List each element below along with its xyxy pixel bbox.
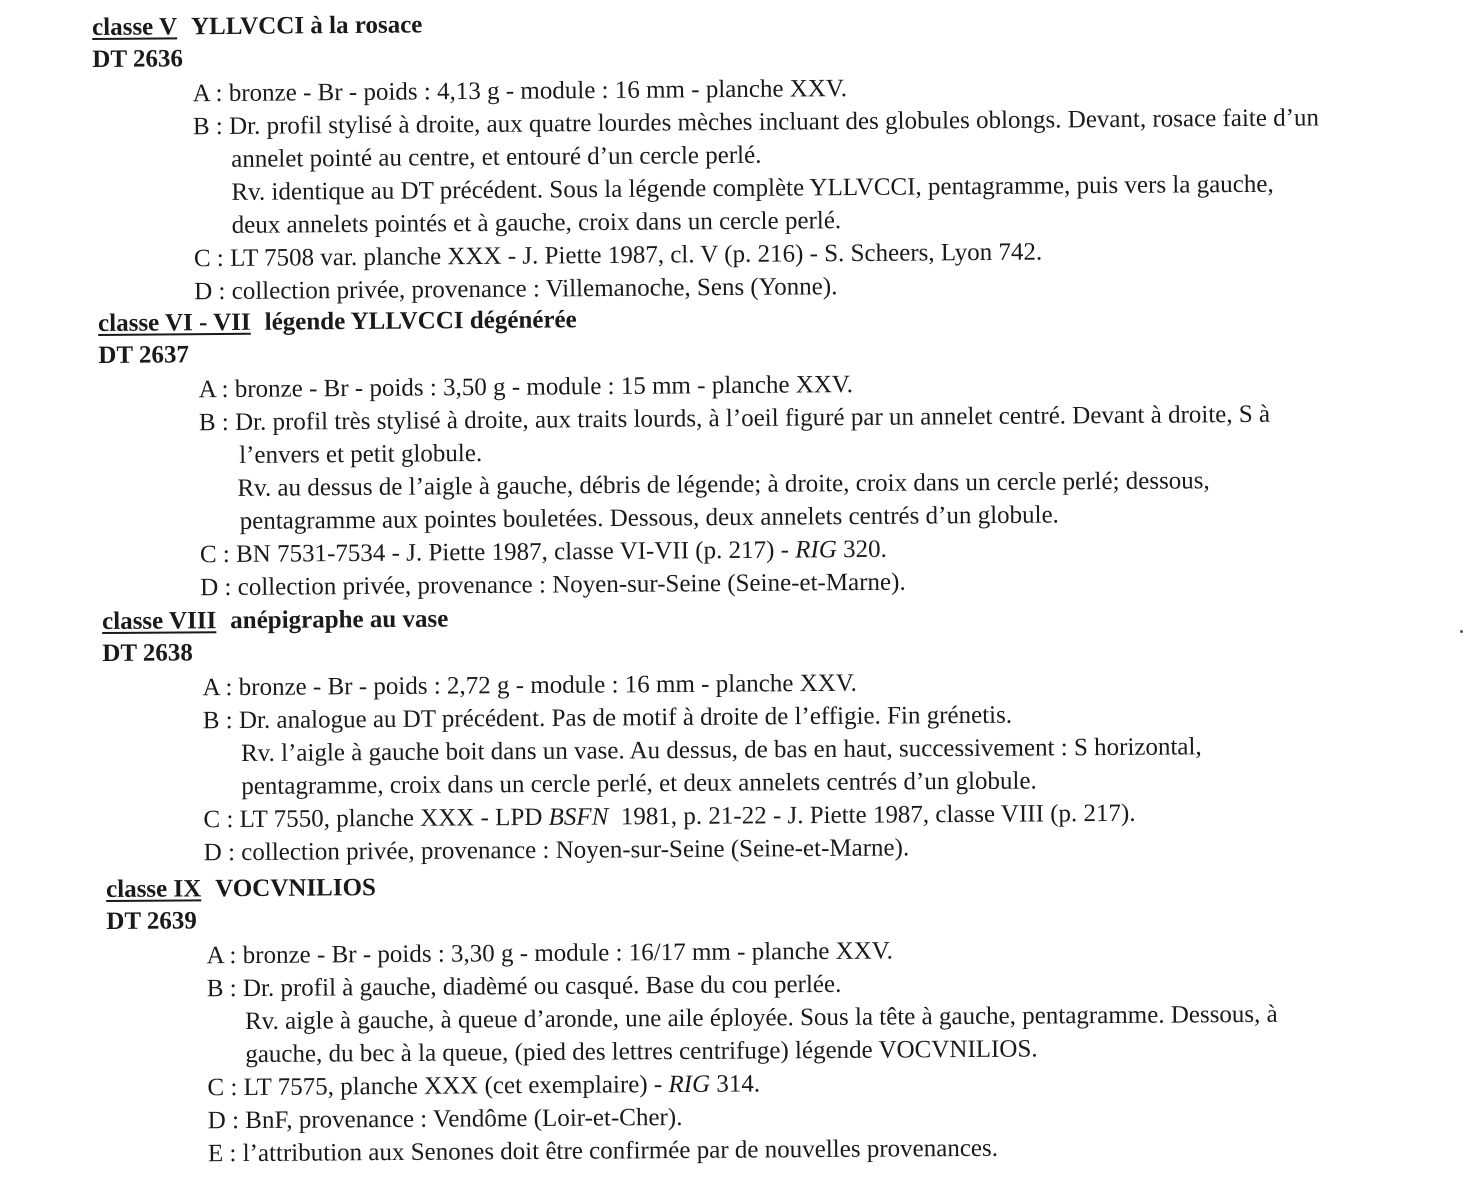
section-classe-ix [106, 866, 1279, 1171]
entry-b-reverse: Rv. au dessus de l’aigle à gauche, débris de légende; à droite, croix dans un cercle perlé; dessous, [237, 467, 1210, 502]
dt-number: DT 2638 [102, 639, 193, 667]
entry-c-text: C : LT 7575, planche XXX (cet exemplaire) - [207, 1071, 669, 1102]
entry-c-text-end: 320. [836, 535, 887, 564]
entry-b: B : Dr. profil stylisé à droite, aux quatre lourdes mèches incluant des globules oblongs. Devant, rosace faite d’un [192, 104, 1320, 141]
class-title: légende YLLVCCI dégénérée [264, 306, 577, 336]
class-label: classe VIII [102, 607, 217, 635]
entry-a: A : bronze - Br - poids : 3,30 g - module : 16/17 mm - planche XXV. [206, 937, 893, 970]
entry-b-reverse: Rv. l’aigle à gauche boit dans un vase. Au dessus, de bas en haut, successivement : S horizontal, [240, 733, 1202, 768]
class-label: classe IX [106, 875, 202, 903]
entry-b-continuation: deux annelets pointés et à gauche, croix dans un cercle perlé. [231, 207, 842, 239]
entry-c: C : LT 7508 var. planche XXX - J. Piette 1987, cl. V (p. 216) - S. Scheers, Lyon 742. [193, 238, 1043, 273]
entry-b-continuation: gauche, du bec à la queue, (pied des lettres centrifuge) légende VOCVNILIOS. [245, 1035, 1038, 1069]
class-title: VOCVNILIOS [215, 874, 376, 903]
entry-c-text: C : BN 7531-7534 - J. Piette 1987, classe VI-VII (p. 217) - [199, 536, 796, 569]
dt-number: DT 2636 [92, 45, 184, 73]
entry-d: D : BnF, provenance : Vendôme (Loir-et-Cher). [207, 1103, 683, 1135]
entry-b: B : Dr. profil à gauche, diadèmé ou casqué. Base du cou perlée. [206, 970, 842, 1003]
dt-number: DT 2637 [98, 341, 190, 369]
entry-c-text: C : LT 7550, planche XXX - LPD [203, 803, 549, 834]
entry-list [199, 365, 1272, 604]
entry-c-text-end: 1981, p. 21-22 - J. Piette 1987, classe VIII (p. 217). [608, 799, 1136, 831]
entry-b-continuation: pentagramme aux pointes bouletées. Dessous, deux annelets centrés d’un globule. [239, 501, 1059, 535]
entry-a: A : bronze - Br - poids : 2,72 g - module : 16 mm - planche XXV. [202, 669, 857, 702]
dt-number: DT 2639 [106, 907, 197, 935]
entry-c-italic: BSFN [548, 803, 609, 831]
entry-b-reverse: Rv. aigle à gauche, à queue d’aronde, une aile éployée. Sous la tête à gauche, pentagramme. Dessous, à [244, 1000, 1278, 1036]
entry-b: B : Dr. profil très stylisé à droite, aux traits lourds, à l’oeil figuré par un annelet centré. Devant à droite, S à [198, 400, 1271, 437]
entry-b-reverse: Rv. identique au DT précédent. Sous la légende complète YLLVCCI, pentagramme, puis vers la gauche, [231, 170, 1274, 206]
scan-speck [1460, 630, 1463, 633]
class-title: anépigraphe au vase [230, 605, 449, 635]
entry-b-continuation: pentagramme, croix dans un cercle perlé, et deux annelets centrés d’un globule. [241, 767, 1037, 801]
section-classe-vi-vii [98, 299, 1272, 605]
entry-b-continuation: l’envers et petit globule. [239, 439, 483, 469]
entry-list [193, 68, 1321, 308]
entry-b-continuation: annelet pointé au centre, et entouré d’un cercle perlé. [231, 141, 762, 173]
section-classe-viii [102, 598, 1202, 870]
entry-list [206, 932, 1278, 1170]
entry-e: E : l’attribution aux Senones doit être confirmée par de nouvelles provenances. [207, 1134, 999, 1168]
entry-list [202, 664, 1202, 869]
class-label: classe V [92, 13, 178, 41]
entry-c-italic: RIG [795, 536, 837, 564]
entry-a: A : bronze - Br - poids : 3,50 g - module : 15 mm - planche XXV. [198, 371, 854, 404]
entry-d: D : collection privée, provenance : Noyen-sur-Seine (Seine-et-Marne). [203, 834, 910, 867]
class-label: classe VI - VII [98, 308, 251, 337]
entry-b: B : Dr. analogue au DT précédent. Pas de motif à droite de l’effigie. Fin grénetis. [202, 701, 1013, 735]
entry-d: D : collection privée, provenance : Villemanoche, Sens (Yonne). [194, 273, 838, 306]
entry-c-italic: RIG [668, 1070, 711, 1099]
entry-d: D : collection privée, provenance : Noyen-sur-Seine (Seine-et-Marne). [200, 568, 906, 602]
entry-c-text-end: 314. [710, 1070, 761, 1098]
class-title: YLLVCCI à la rosace [190, 11, 423, 41]
entry-a: A : bronze - Br - poids : 4,13 g - module : 16 mm - planche XXV. [192, 75, 848, 108]
section-classe-v [92, 2, 1320, 309]
